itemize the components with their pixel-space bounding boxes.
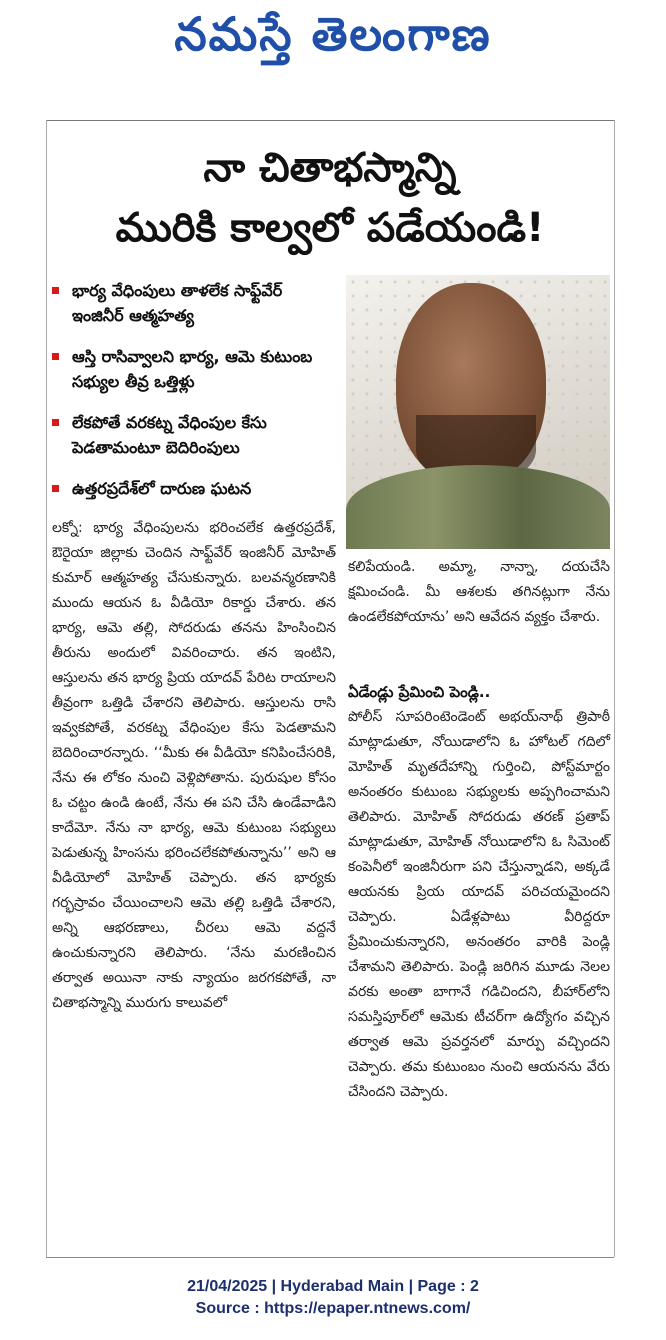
bullet-item xyxy=(52,278,337,328)
article-right-border xyxy=(614,120,615,1257)
edition-info: 21/04/2025 | Hyderabad Main | Page : 2 xyxy=(187,1278,479,1295)
article-bottom-rule xyxy=(46,1257,614,1258)
headline-line-1: నా చితాభస్మాన్ని xyxy=(203,145,457,191)
headline-line-2: మురికి కాల్వలో పడేయండి! xyxy=(115,205,545,251)
summary-bullets xyxy=(52,278,337,517)
article-top-rule xyxy=(46,120,614,121)
bullet-square-icon xyxy=(52,353,59,360)
bullet-square-icon xyxy=(52,287,59,294)
bullet-item xyxy=(52,344,337,394)
section-subheading: ఏడేండ్లు ప్రేమించి పెండ్లి.. xyxy=(348,683,491,701)
headline xyxy=(46,138,614,258)
masthead xyxy=(0,0,666,80)
newspaper-logo: నమస్తే తెలంగాణ xyxy=(174,7,492,61)
bullet-text: ఉత్తరప్రదేశ్‌లో దారుణ ఘటన xyxy=(72,479,252,498)
bullet-square-icon xyxy=(52,485,59,492)
bullet-text: భార్య వేధింపులు తాళలేక సాఫ్ట్‌వేర్ ఇంజినీర్ ఆత్మహత్య xyxy=(72,281,283,325)
body-column-left: లక్నో: భార్య వేధింపులను భరించలేక ఉత్తరప్రదేశ్, ఔరైయా జిల్లాకు చెందిన సాఫ్ట్‌వేర్ ఇంజినీర్ మోహిత్ కుమార్ ఆత్మహత్య చేసుకున్నారు. బలవన్మరణానికి ముందు ఆయన ఓ వీడియో రికార్డు చేశారు. తన భార్య, ఆమె తల్లి, సోదరుడు తనను హింసించిన తీరును అందులో వివరించారు. తన ఇంటిని, ఆస్తులను తన భార్య ప్రియ యాదవ్ పేరిట రాయాలని తీవ్రంగా ఒత్తిడి చేశారని తెలిపారు. ఆస్తులను రాసి ఇవ్వకపోతే, వరకట్న వేధింపుల కేసు పెడతామని బెదిరించారన్నారు. ‘‘మీకు ఈ వీడియో కనిపించేసరికి, నేను ఈ లోకం నుంచి వెళ్లిపోతాను. పురుషుల కోసం ఓ చట్టం ఉండి ఉంటే, నేను ఈ పని చేసి ఉండేవాడిని కాదేమో. నేను నా భార్య, ఆమె కుటుంబ సభ్యులు పెడుతున్న హింసను భరించలేకపోతున్నాను’’ అని ఆ వీడియోలో మోహిత్ చెప్పారు. తన భార్యకు గర్భస్రావం చేయించాలని ఆమె తల్లి ఒత్తిడి చేశారని, అన్ని ఆభరణాలు, చీరలు ఆమె వద్దనే ఉంచుకున్నారని తెలిపారు. ‘నేను మరణించిన తర్వాత అయినా నాకు న్యాయం జరగకపోతే, నా చితాభస్మాన్ని మురుగు కాలువలో xyxy=(52,520,336,1011)
bullet-square-icon xyxy=(52,419,59,426)
bullet-text: లేకపోతే వరకట్న వేధింపుల కేసు పెడతామంటూ బెదిరింపులు xyxy=(72,413,267,457)
bullet-text: ఆస్తి రాసివ్వాలని భార్య, ఆమె కుటుంబ సభ్యుల తీవ్ర ఒత్తిళ్లు xyxy=(72,347,313,391)
body-column-right-intro: కలిపేయండి. అమ్మా, నాన్నా, దయచేసి క్షమించండి. మీ ఆశలకు తగినట్లుగా నేను ఉండలేకపోయాను’ అని ఆవేదన వ్యక్తం చేశారు. xyxy=(348,559,610,625)
bullet-item xyxy=(52,476,337,501)
body-column-right-main: పోలీస్ సూపరింటెండెంట్ అభయ్‌నాథ్ త్రిపాఠీ మాట్లాడుతూ, నోయిడాలోని ఓ హోటల్ గదిలో మోహిత్ మృతదేహాన్ని గుర్తించి, పోస్ట్‌మార్టం అనంతరం కుటుంబ సభ్యులకు అప్పగించామని తెలిపారు. మోహిత్ సోదరుడు తరణ్ ప్రతాప్ మాట్లాడుతూ, మోహిత్ నోయిడాలోని ఓ సిమెంట్ కంపెనీలో ఇంజినీరుగా పని చేస్తున్నాడని, అక్కడే ఆయనకు ప్రియ యాదవ్ పరిచయమైందని చెప్పారు. ఏడేళ్లపాటు వీరిద్దరూ ప్రేమించుకున్నారని, అనంతరం వారికి పెండ్లి చేశామని తెలిపారు. పెండ్లి జరిగిన మూడు నెలల వరకు అంతా బాగానే గడిచిందని, బీహార్‌లోని సమస్తిపూర్‌లో ఆమెకు టీచర్‌గా ఉద్యోగం వచ్చిన తర్వాత ఆమె ప్రవర్తనలో మార్పు వచ్చిందని చెప్పారు. తమ కుటుంబం నుంచి ఆయనను వేరు చేసిందని చెప్పారు. xyxy=(348,709,610,1100)
photo-subject-shirt xyxy=(346,465,610,549)
article-photo xyxy=(346,275,610,549)
bullet-item xyxy=(52,410,337,460)
article-left-border xyxy=(46,120,47,1257)
page-footer xyxy=(0,1276,666,1320)
source-link[interactable]: Source : https://epaper.ntnews.com/ xyxy=(195,1300,471,1317)
